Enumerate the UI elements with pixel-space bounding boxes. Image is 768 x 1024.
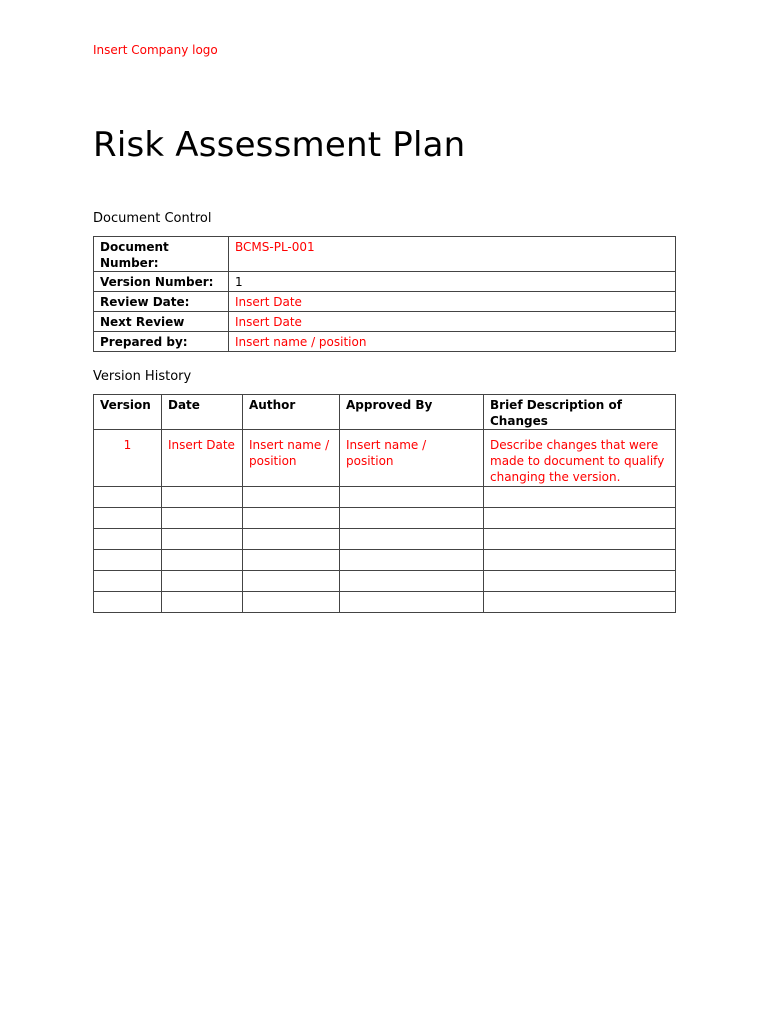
column-header-date: Date xyxy=(162,395,243,430)
table-row xyxy=(94,508,676,529)
version-history-table xyxy=(93,394,676,613)
empty-cell xyxy=(340,529,484,550)
table-row xyxy=(94,592,676,613)
empty-cell xyxy=(243,592,340,613)
company-logo-placeholder: Insert Company logo xyxy=(93,43,218,57)
empty-cell xyxy=(484,571,676,592)
table-row xyxy=(94,487,676,508)
next-review-value: Insert Date xyxy=(229,312,676,332)
table-row xyxy=(94,430,676,487)
table-row xyxy=(94,571,676,592)
empty-cell xyxy=(340,487,484,508)
column-header-description: Brief Description of Changes xyxy=(484,395,676,430)
review-date-value: Insert Date xyxy=(229,292,676,312)
empty-cell xyxy=(484,592,676,613)
prepared-by-value: Insert name / position xyxy=(229,332,676,352)
empty-cell xyxy=(94,529,162,550)
empty-cell xyxy=(484,487,676,508)
empty-cell xyxy=(94,571,162,592)
table-row xyxy=(94,272,676,292)
empty-cell xyxy=(243,529,340,550)
table-row xyxy=(94,529,676,550)
empty-cell xyxy=(340,508,484,529)
next-review-label: Next Review xyxy=(94,312,229,332)
version-number-label: Version Number: xyxy=(94,272,229,292)
document-control-heading: Document Control xyxy=(93,211,212,226)
empty-cell xyxy=(243,508,340,529)
table-row xyxy=(94,550,676,571)
column-header-version: Version xyxy=(94,395,162,430)
empty-cell xyxy=(94,487,162,508)
empty-cell xyxy=(340,571,484,592)
approved-by-cell: Insert name / position xyxy=(340,430,484,487)
empty-cell xyxy=(94,550,162,571)
document-number-label: Document Number: xyxy=(94,237,229,272)
empty-cell xyxy=(243,571,340,592)
document-title: Risk Assessment Plan xyxy=(93,125,466,165)
empty-cell xyxy=(340,550,484,571)
description-cell: Describe changes that were made to document to qualify changing the version. xyxy=(484,430,676,487)
empty-cell xyxy=(162,487,243,508)
column-header-author: Author xyxy=(243,395,340,430)
table-row xyxy=(94,312,676,332)
empty-cell xyxy=(243,550,340,571)
version-cell: 1 xyxy=(94,430,162,487)
empty-cell xyxy=(162,529,243,550)
prepared-by-label: Prepared by: xyxy=(94,332,229,352)
empty-cell xyxy=(162,571,243,592)
empty-cell xyxy=(162,508,243,529)
version-history-heading: Version History xyxy=(93,369,192,384)
version-number-value: 1 xyxy=(229,272,676,292)
document-control-table xyxy=(93,236,676,352)
empty-cell xyxy=(162,592,243,613)
author-cell: Insert name / position xyxy=(243,430,340,487)
date-cell: Insert Date xyxy=(162,430,243,487)
table-row xyxy=(94,292,676,312)
empty-cell xyxy=(162,550,243,571)
table-header-row xyxy=(94,395,676,430)
empty-cell xyxy=(243,487,340,508)
table-row xyxy=(94,237,676,272)
review-date-label: Review Date: xyxy=(94,292,229,312)
document-number-value: BCMS-PL-001 xyxy=(229,237,676,272)
column-header-approved-by: Approved By xyxy=(340,395,484,430)
empty-cell xyxy=(484,508,676,529)
empty-cell xyxy=(94,592,162,613)
empty-cell xyxy=(340,592,484,613)
empty-cell xyxy=(94,508,162,529)
empty-cell xyxy=(484,529,676,550)
table-row xyxy=(94,332,676,352)
empty-cell xyxy=(484,550,676,571)
